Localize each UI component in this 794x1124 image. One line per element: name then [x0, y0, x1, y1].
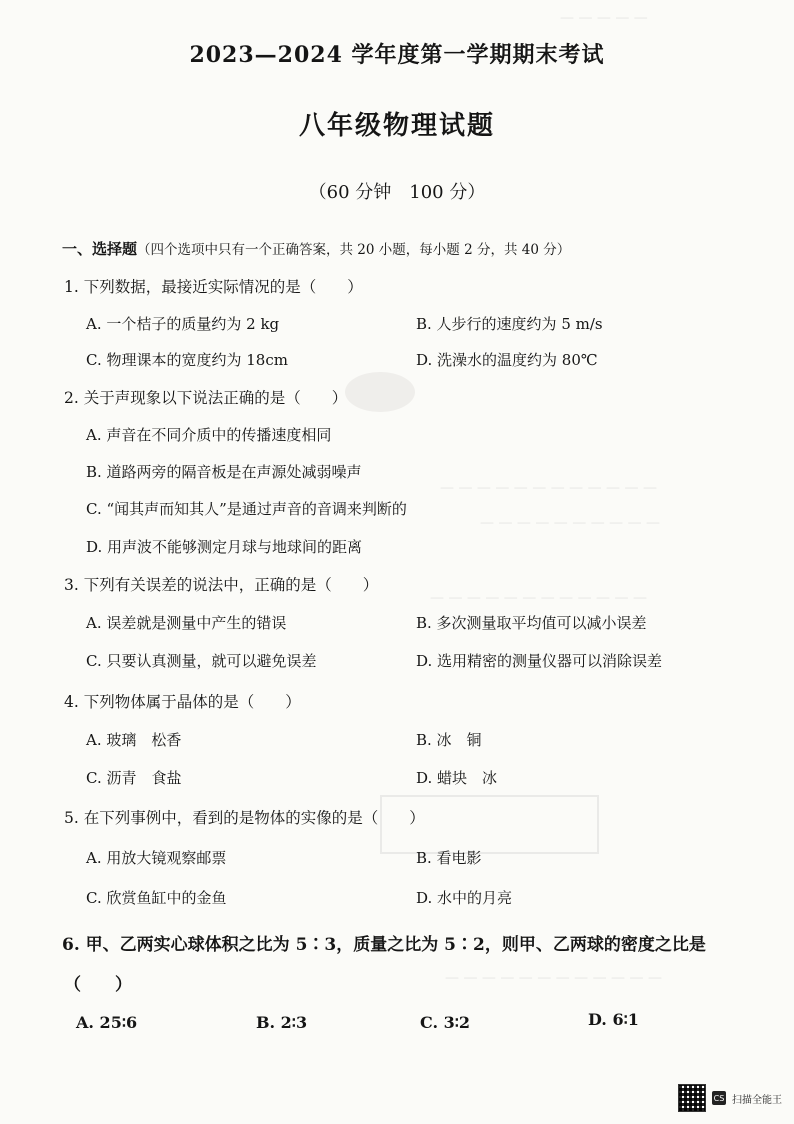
question-option: D. 洗澡水的温度约为 80℃ [416, 351, 598, 369]
question-option: A. 用放大镜观察邮票 [86, 849, 227, 867]
question-option: B. 道路两旁的隔音板是在声源处减弱噪声 [86, 463, 362, 481]
exam-title: 2023—2024 学年度第一学期期末考试 [189, 42, 605, 68]
scanner-watermark [678, 1084, 782, 1112]
question-option: B. 看电影 [416, 849, 482, 867]
bleed-smudge [345, 372, 415, 412]
question-option: A. 一个桔子的质量约为 2 kg [86, 315, 280, 333]
qr-code-icon [678, 1084, 706, 1112]
section-heading [62, 238, 570, 259]
question-option: C. 只要认真测量，就可以避免误差 [86, 652, 317, 670]
question-option: B. 2∶3 [256, 1013, 308, 1032]
bleed-text: — — — — — — — — — — — — [440, 480, 657, 496]
question-option: A. 25∶6 [76, 1013, 138, 1032]
question-option: A. 玻璃 松香 [86, 731, 182, 749]
question-option: D. 水中的月亮 [416, 889, 513, 907]
question-option: C. “闻其声而知其人”是通过声音的音调来判断的 [86, 500, 407, 518]
scanner-logo-icon: CS [712, 1091, 726, 1105]
question-stem: 2. 关于声现象以下说法正确的是（ ） [64, 389, 348, 407]
question-option: B. 人步行的速度约为 5 m/s [416, 315, 603, 333]
section-note: （四个选项中只有一个正确答案，共 20 小题，每小题 2 分，共 40 分） [137, 242, 571, 258]
exam-subtitle: 八年级物理试题 [298, 111, 495, 141]
question-option: D. 6∶1 [588, 1010, 639, 1029]
question-option: C. 沥青 食盐 [86, 769, 182, 787]
question-option: C. 欣赏鱼缸中的金鱼 [86, 889, 227, 907]
watermark-text: 扫描全能王 [732, 1094, 782, 1106]
bleed-text: — — — — — [560, 10, 648, 26]
question-stem: 3. 下列有关误差的说法中，正确的是（ ） [64, 576, 379, 594]
exam-duration: （60 分钟 100 分） [308, 182, 486, 203]
question-option: D. 用声波不能够测定月球与地球间的距离 [86, 538, 363, 556]
question-option: A. 声音在不同介质中的传播速度相同 [86, 426, 332, 444]
question-stem: 1. 下列数据，最接近实际情况的是（ ） [64, 278, 363, 296]
question-stem: 6. 甲、乙两实心球体积之比为 5∶3，质量之比为 5∶2，则甲、乙两球的密度之比是 [62, 935, 706, 955]
question-option: B. 冰 铜 [416, 731, 482, 749]
question-option: C. 物理课本的宽度约为 18cm [86, 351, 288, 369]
question-option: A. 误差就是测量中产生的错误 [86, 614, 287, 632]
question-stem: 4. 下列物体属于晶体的是（ ） [64, 693, 301, 711]
bleed-text: — — — — — — — — — — [480, 515, 661, 531]
question-stem: 5. 在下列事例中，看到的是物体的实像的是（ ） [64, 809, 425, 827]
bleed-text: — — — — — — — — — — — — [430, 590, 647, 606]
question-option: D. 蜡块 冰 [416, 769, 498, 787]
question-stem-continued: （ ） [64, 975, 132, 995]
question-option: B. 多次测量取平均值可以减小误差 [416, 614, 647, 632]
question-option: D. 选用精密的测量仪器可以消除误差 [416, 652, 663, 670]
section-name: 一、选择题 [62, 240, 138, 258]
bleed-text: — — — — — — — — — — — — [445, 970, 662, 986]
question-option: C. 3∶2 [420, 1013, 471, 1032]
